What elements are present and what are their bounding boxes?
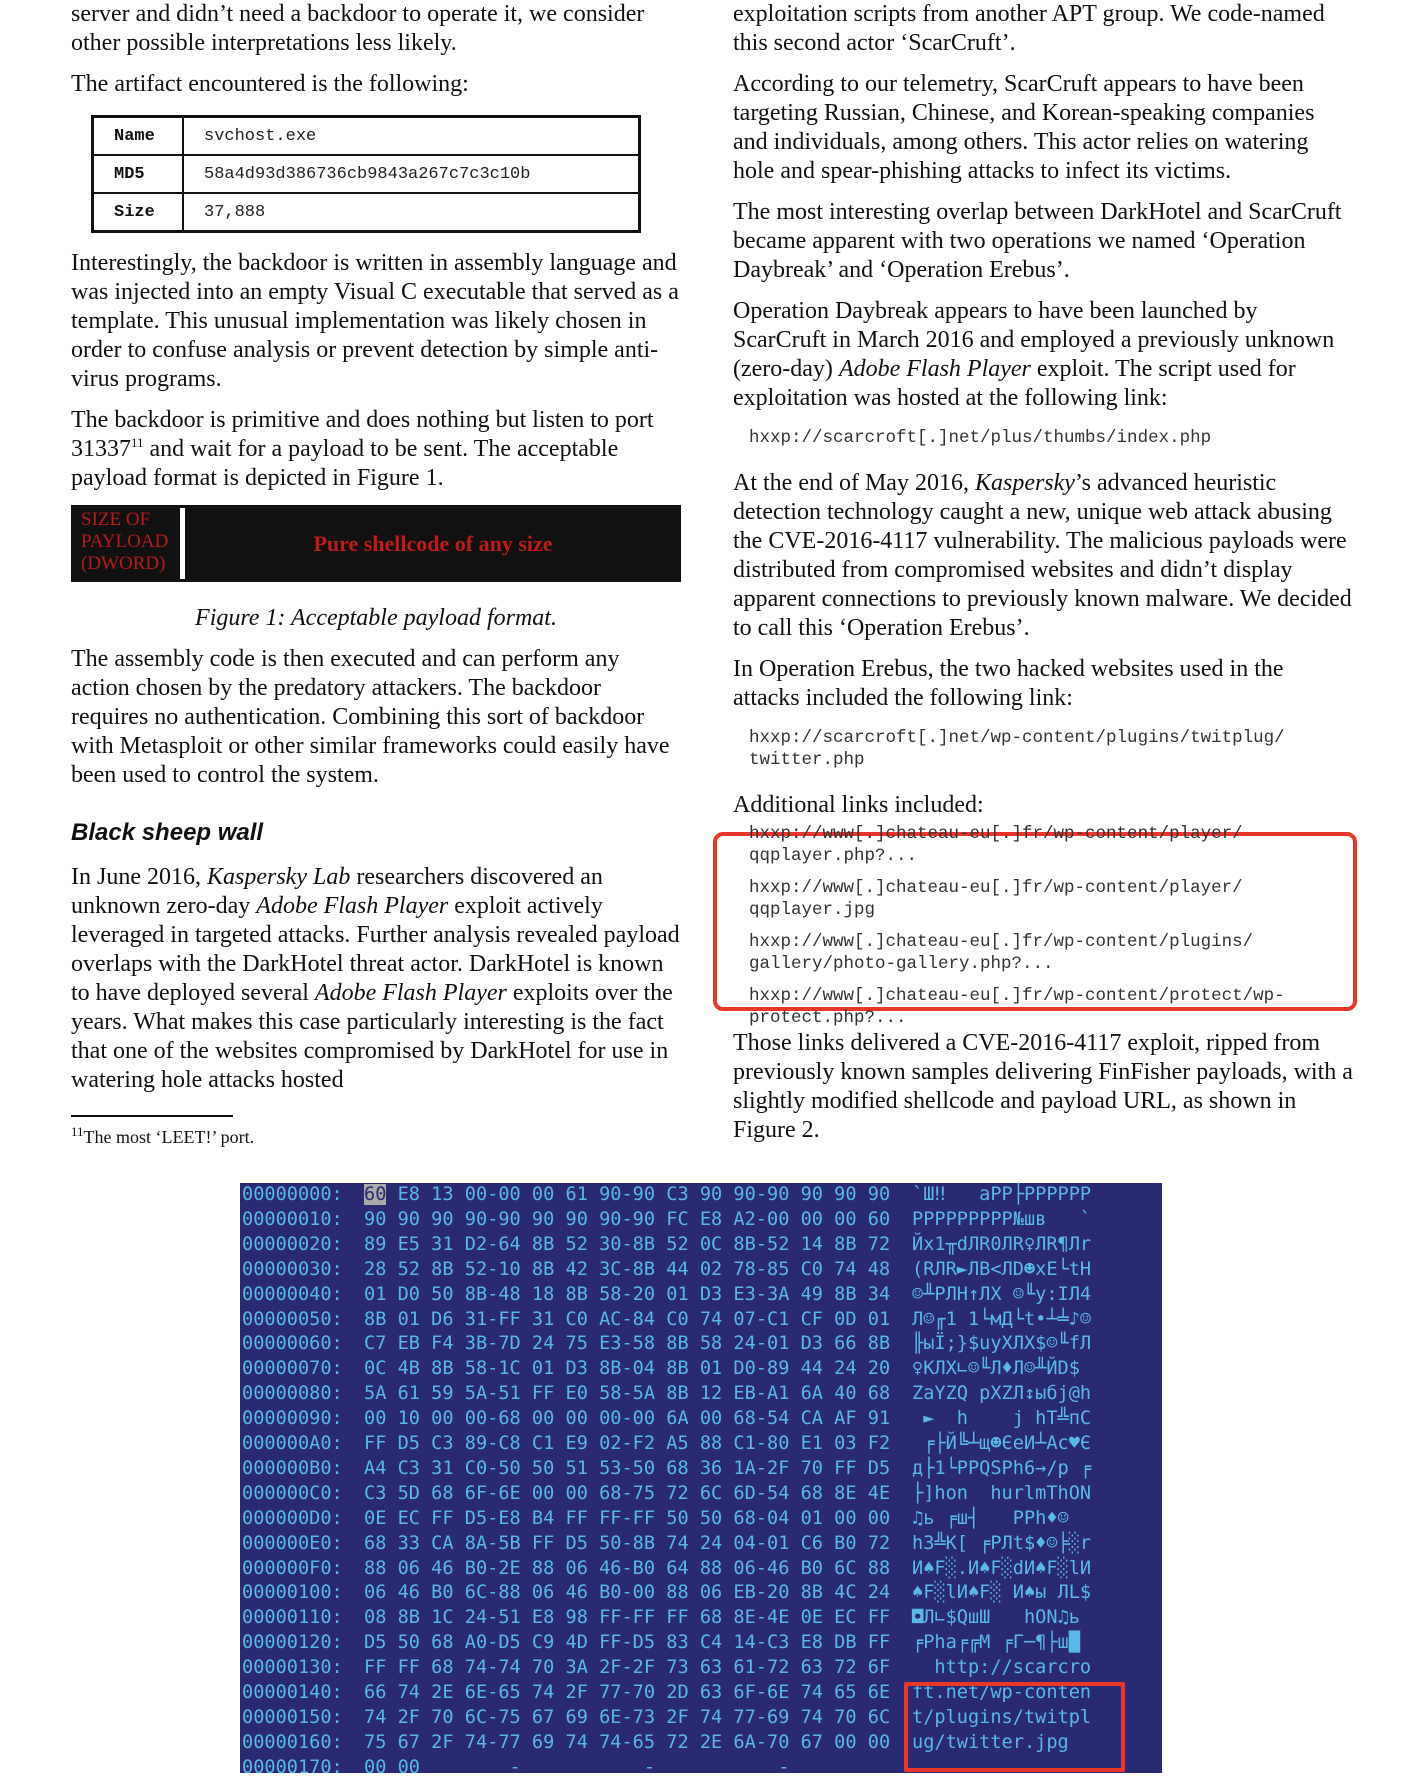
text-span: The backdoor is primitive and does nothing but listen to port 31337 <box>71 407 654 462</box>
hex-bytes <box>364 1557 890 1582</box>
hex-ascii: ► h j hT╩пС <box>912 1408 1092 1430</box>
paragraph-primitive <box>71 406 681 493</box>
paragraph-additional: Additional links included: <box>733 792 984 818</box>
hex-row <box>240 1258 1162 1283</box>
hex-address: 00000150: <box>242 1706 343 1728</box>
link-line: protect.php?... <box>749 1008 907 1028</box>
table-key: Name <box>93 117 184 156</box>
text-span: researchers discovered an unknown zero-day <box>71 864 603 919</box>
hex-address: 000000B0: <box>242 1457 343 1479</box>
figure-label-line: PAYLOAD <box>81 531 169 552</box>
hex-byte-text: 5A 61 59 5A-51 FF E0 58-5A 8B 12 EB-A1 6A 40 68 <box>364 1383 891 1405</box>
hex-bytes <box>364 1581 890 1606</box>
hex-bytes <box>364 1233 890 1258</box>
hex-bytes <box>364 1731 890 1756</box>
hex-row <box>240 1332 1162 1357</box>
hex-row <box>240 1357 1162 1382</box>
text-span: At the end of May 2016, <box>733 470 975 496</box>
hex-bytes <box>364 1457 890 1482</box>
hex-address: 00000050: <box>242 1308 343 1330</box>
hex-byte-text: 00 10 00 00-68 00 00 00-00 6A 00 68-54 CA AF 91 <box>364 1408 891 1430</box>
text-italic: Kaspersky <box>974 470 1075 496</box>
hex-byte-text: 06 46 B0 6C-88 06 46 B0-00 88 06 EB-20 8B 4C 24 <box>364 1582 891 1604</box>
hex-bytes <box>364 1357 890 1382</box>
hex-ascii: Йх1╥dЛR0ЛR♀ЛR¶Лr <box>912 1233 1092 1255</box>
hex-ascii: PPPPPPPPP№шв ` <box>912 1208 1092 1230</box>
hex-ascii: ft.net/wp-conten <box>912 1682 1092 1703</box>
hex-ascii: И♠F░.И♠F░dИ♠F░lИ <box>912 1557 1092 1579</box>
link-line: hxxp://www[.]chateau-eu[.]fr/wp-content/protect/wp- <box>749 986 1285 1006</box>
figure-size-label <box>81 509 168 575</box>
text-span: Operation Daybreak appears to have been launched by ScarCruft in March 2016 and employed a previously unknown (zero-day) <box>733 298 1335 382</box>
footnote-text: The most ‘LEET!’ port. <box>83 1127 255 1147</box>
text-span: exploit actively leveraged in targeted attacks. Further analysis revealed payload overlaps with the DarkHotel threat actor. DarkHotel is known to have deployed several <box>71 893 680 1006</box>
hex-byte-text: 0C 4B 8B 58-1C 01 D3 8B-04 8B 01 D0-89 44 24 20 <box>364 1358 891 1380</box>
hex-ascii: ♀KЛX∟☺╙Л♦Л☺╨ЙD$ <box>912 1358 1092 1380</box>
hex-row <box>240 1283 1162 1308</box>
hex-row <box>240 1183 1162 1208</box>
hex-bytes <box>364 1258 890 1283</box>
artifact-table <box>91 115 641 233</box>
hex-byte-text: 8B 01 D6 31-FF 31 C0 AC-84 C0 74 07-C1 CF 0D 01 <box>364 1308 891 1330</box>
table-key: MD5 <box>93 155 184 193</box>
hex-address: 00000020: <box>242 1233 343 1255</box>
hex-byte-text: A4 C3 31 C0-50 50 51 53-50 68 36 1A-2F 70 FF D5 <box>364 1457 891 1479</box>
table-value: svchost.exe <box>183 117 640 156</box>
list-item <box>749 985 1285 1029</box>
hex-address: 00000030: <box>242 1258 343 1280</box>
table-row <box>93 193 640 232</box>
hex-ascii: ♠F░lИ♠F░ И♠ы ЛL$ <box>912 1582 1092 1604</box>
hex-row <box>240 1581 1162 1606</box>
hex-ascii: ◘Л∟$QшШ hОN♫ь <box>912 1607 1092 1629</box>
text-span: ’s advanced heuristic detection technology caught a new, unique web attack abusing the CVE-2016-4117 vulnerability. The malicious payloads were distributed from compromised websites and didn’t display apparent connections to previously known malware. We decided to call this ‘Operation Erebus’. <box>733 470 1352 641</box>
hex-ascii: ╟ыЇ;}$uyXЛX$☺╙fЛ <box>912 1333 1092 1355</box>
hex-ascii: Л☺╓1 1└мД└t•┴╧♪☺ <box>912 1308 1092 1330</box>
paragraph-scarcruft: exploitation scripts from another APT group. We code-named this second actor ‘ScarCruft’. <box>733 1 1325 56</box>
list-item <box>749 823 1285 867</box>
link-line: qqplayer.jpg <box>749 900 876 920</box>
hex-row <box>240 1407 1162 1432</box>
hex-address: 00000160: <box>242 1731 343 1753</box>
hex-ascii: д├1└PPQSPh6→/p ╒ <box>912 1457 1092 1479</box>
footnote-ref: 11 <box>131 435 144 450</box>
hex-ascii: ╒├Й╚┴щ☻ЄеИ┴Ас♥Є <box>912 1433 1092 1454</box>
hex-address: 00000060: <box>242 1333 343 1355</box>
link-erebus-line: hxxp://scarcroft[.]net/wp-content/plugins/twitplug/ <box>749 728 1285 748</box>
paragraph-intro: server and didn’t need a backdoor to operate it, we consider other possible interpretations less likely. <box>71 1 645 56</box>
paragraph-daybreak <box>733 297 1353 413</box>
text-span: In June 2016, <box>71 864 207 890</box>
hex-ascii: ZaYZQ рXZЛ↕ыбj@h <box>912 1383 1092 1405</box>
table-row <box>93 117 640 156</box>
hex-row <box>240 1233 1162 1258</box>
hex-row <box>240 1606 1162 1631</box>
hex-address: 00000040: <box>242 1283 343 1305</box>
hex-address: 00000010: <box>242 1208 343 1230</box>
hex-byte-text: C7 EB F4 3B-7D 24 75 E3-58 8B 58 24-01 D3 66 8B <box>364 1333 891 1355</box>
hex-address: 000000F0: <box>242 1557 343 1579</box>
text-span: and wait for a payload to be sent. The acceptable payload format is depicted in Figure 1. <box>71 436 619 491</box>
hex-ascii: h3╩К[ ╒PЛt$♦☺╞░r <box>912 1532 1092 1554</box>
hex-byte-text: 66 74 2E 6E-65 74 2F 77-70 2D 63 6F-6E 74 65 6E <box>364 1682 891 1703</box>
hex-ascii: ♫ь ╒ш┤ PPh♦☺ <box>912 1507 1092 1529</box>
hex-address: 00000170: <box>242 1756 343 1778</box>
hex-bytes <box>364 1183 890 1208</box>
hex-address: 000000C0: <box>242 1482 343 1504</box>
hex-bytes <box>364 1283 890 1308</box>
hex-bytes <box>364 1532 890 1557</box>
hex-address: 000000D0: <box>242 1507 343 1529</box>
additional-links <box>749 823 1285 1039</box>
hex-address: 00000130: <box>242 1657 343 1679</box>
hex-address: 00000100: <box>242 1582 343 1604</box>
hex-ascii: ╒Phа╒╔M ╒Г─¶├ш█ <box>912 1632 1092 1654</box>
hex-ascii: t/plugins/twitpl <box>912 1706 1092 1728</box>
table-value: 58a4d93d386736cb9843a267c7c3c10b <box>183 155 640 193</box>
hex-row <box>240 1208 1162 1233</box>
hex-row <box>240 1432 1162 1457</box>
hex-byte-text: 68 33 CA 8A-5B FF D5 50-8B 74 24 04-01 C6 B0 72 <box>364 1532 891 1554</box>
hex-byte-text: E8 13 00-00 00 61 90-90 C3 90 90-90 90 90 90 <box>386 1184 891 1205</box>
hex-byte-text: 0E EC FF D5-E8 B4 FF FF-FF 50 50 68-04 01 00 00 <box>364 1507 891 1529</box>
figure-shellcode-text: Pure shellcode of any size <box>313 531 553 556</box>
hex-ascii: ☺╨PЛH↑ЛX ☺╙у:IЛ4 <box>912 1283 1092 1305</box>
left-column <box>71 0 681 1152</box>
hex-row <box>240 1382 1162 1407</box>
list-item <box>749 877 1285 921</box>
paragraph-telemetry: According to our telemetry, ScarCruft appears to have been targeting Russian, Chinese, and Korean-speaking companies and individuals, among others. This actor relies on watering hole and spear-phishing attacks to infect its victims. <box>733 71 1315 184</box>
hex-row <box>240 1308 1162 1333</box>
hex-row <box>240 1482 1162 1507</box>
hex-ascii: ├]hon hurlmThОN <box>912 1482 1092 1504</box>
table-row <box>93 155 640 193</box>
text-span: exploits over the years. What makes this case particularly interesting is the fact that one of the websites compromised by DarkHotel for use in watering hole attacks hosted <box>71 980 673 1093</box>
highlight-box-url <box>904 1682 1125 1772</box>
hex-bytes <box>364 1407 890 1432</box>
hex-bytes <box>364 1631 890 1656</box>
hex-byte-text: 00 00 - - - <box>364 1756 790 1778</box>
hex-bytes <box>364 1432 890 1457</box>
figure-label-line: (DWORD) <box>81 553 166 574</box>
text-italic: Adobe Flash Player <box>838 356 1031 382</box>
hex-ascii: `Ш‼ aPP├PPPPPP <box>912 1184 1092 1205</box>
hex-bytes <box>364 1507 890 1532</box>
hex-address: 000000A0: <box>242 1433 343 1454</box>
hex-row <box>240 1507 1162 1532</box>
hex-address: 00000140: <box>242 1682 343 1703</box>
hex-bytes <box>364 1382 890 1407</box>
figure-label-line: SIZE OF <box>81 509 151 530</box>
hex-address: 00000000: <box>242 1184 343 1205</box>
text-italic: Adobe Flash Player <box>314 980 507 1006</box>
link-line: hxxp://www[.]chateau-eu[.]fr/wp-content/player/ <box>749 824 1243 844</box>
footnote-number: 11 <box>71 1124 84 1139</box>
hex-bytes <box>364 1208 890 1233</box>
section-heading: Black sheep wall <box>71 819 264 846</box>
hex-byte-text: FF D5 C3 89-C8 C1 E9 02-F2 A5 88 C1-80 E1 03 F2 <box>364 1433 891 1454</box>
hex-ascii: http://scarcro <box>912 1657 1092 1679</box>
highlight-box-links <box>713 824 1357 1028</box>
hex-address: 000000E0: <box>242 1532 343 1554</box>
paragraph-executed: The assembly code is then executed and can perform any action chosen by the predatory attackers. The backdoor requires no authentication. Combining this sort of backdoor with Metasploit or other similar frameworks could easily have been used to control the system. <box>71 646 670 788</box>
list-item <box>749 931 1285 975</box>
hex-row <box>240 1631 1162 1656</box>
link-line: hxxp://www[.]chateau-eu[.]fr/wp-content/plugins/ <box>749 932 1254 952</box>
hex-byte-text: 90 90 90 90-90 90 90 90-90 FC E8 A2-00 00 00 60 <box>364 1208 891 1230</box>
paragraph-artifact: The artifact encountered is the following: <box>71 71 469 97</box>
hex-byte-text: 08 8B 1C 24-51 E8 98 FF-FF FF 68 8E-4E 0E EC FF <box>364 1607 891 1629</box>
footnote <box>71 1123 681 1152</box>
hex-byte-text: 28 52 8B 52-10 8B 42 3C-8B 44 02 78-85 C0 74 48 <box>364 1258 891 1280</box>
paragraph-erebus: In Operation Erebus, the two hacked websites used in the attacks included the following link: <box>733 656 1284 711</box>
text-italic: Kaspersky Lab <box>206 864 351 890</box>
hex-address: 00000110: <box>242 1607 343 1629</box>
hex-byte-text: D5 50 68 A0-D5 C9 4D FF-D5 83 C4 14-C3 E8 DB FF <box>364 1632 891 1654</box>
hex-row <box>240 1457 1162 1482</box>
hex-cursor-byte: 60 <box>364 1184 387 1205</box>
hex-byte-text: 74 2F 70 6C-75 67 69 6E-73 2F 74 77-69 74 70 6C <box>364 1706 891 1728</box>
hex-byte-text: FF FF 68 74-74 70 3A 2F-2F 73 63 61-72 63 72 6F <box>364 1657 891 1679</box>
hex-byte-text: 88 06 46 B0-2E 88 06 46-B0 64 88 06-46 B0 6C 88 <box>364 1557 891 1579</box>
paragraph-june <box>71 863 681 1095</box>
hex-row <box>240 1532 1162 1557</box>
hex-address: 00000080: <box>242 1383 343 1405</box>
hex-bytes <box>364 1482 890 1507</box>
hex-bytes <box>364 1606 890 1631</box>
figure-caption: Figure 1: Acceptable payload format. <box>195 605 557 631</box>
hex-address: 00000120: <box>242 1632 343 1654</box>
text-span: exploit. The script used for exploitation was hosted at the following link: <box>733 356 1296 411</box>
hex-row <box>240 1656 1162 1681</box>
hex-bytes <box>364 1656 890 1681</box>
hex-bytes <box>364 1706 890 1731</box>
hex-row <box>240 1557 1162 1582</box>
hex-bytes <box>364 1681 890 1706</box>
link-line: hxxp://www[.]chateau-eu[.]fr/wp-content/player/ <box>749 878 1243 898</box>
link-line: gallery/photo-gallery.php?... <box>749 954 1054 974</box>
hex-ascii: ug/twitter.jpg <box>912 1731 1092 1753</box>
figure-payload-format <box>71 505 681 582</box>
hex-byte-text: 75 67 2F 74-77 69 74 74-65 72 2E 6A-70 67 00 00 <box>364 1731 891 1753</box>
hex-address: 00000090: <box>242 1408 343 1430</box>
link-erebus-line: twitter.php <box>749 750 865 770</box>
paragraph-those-links: Those links delivered a CVE-2016-4117 exploit, ripped from previously known samples delivering FinFisher payloads, with a slightly modified shellcode and payload URL, as shown in Figure 2. <box>733 1030 1353 1143</box>
hex-byte-text: C3 5D 68 6F-6E 00 00 68-75 72 6C 6D-54 68 8E 4E <box>364 1482 891 1504</box>
table-key: Size <box>93 193 184 232</box>
paragraph-may <box>733 469 1353 643</box>
hex-ascii: (RЛR►ЛB<ЛD☻xЕ└tH <box>912 1258 1092 1280</box>
text-italic: Adobe Flash Player <box>256 893 449 919</box>
paragraph-assembly: Interestingly, the backdoor is written in assembly language and was injected into an empty Visual C executable that served as a template. This unusual implementation was likely chosen in order to confuse analysis or prevent detection by simple anti-virus programs. <box>71 250 679 392</box>
paragraph-overlap: The most interesting overlap between DarkHotel and ScarCruft became apparent with two operations we named ‘Operation Daybreak’ and ‘Operation Erebus’. <box>733 199 1342 283</box>
hex-bytes <box>364 1756 789 1781</box>
hex-address: 00000070: <box>242 1358 343 1380</box>
link-line: qqplayer.php?... <box>749 846 918 866</box>
right-column <box>733 0 1353 1157</box>
hex-bytes <box>364 1308 890 1333</box>
hex-byte-text: 01 D0 50 8B-48 18 8B 58-20 01 D3 E3-3A 49 8B 34 <box>364 1283 891 1305</box>
footnote-separator <box>71 1115 233 1117</box>
hex-bytes <box>364 1332 890 1357</box>
link-daybreak: hxxp://scarcroft[.]net/plus/thumbs/index.php <box>749 428 1212 448</box>
hex-byte-text: 89 E5 31 D2-64 8B 52 30-8B 52 0C 8B-52 14 8B 72 <box>364 1233 891 1255</box>
table-value: 37,888 <box>183 193 640 232</box>
